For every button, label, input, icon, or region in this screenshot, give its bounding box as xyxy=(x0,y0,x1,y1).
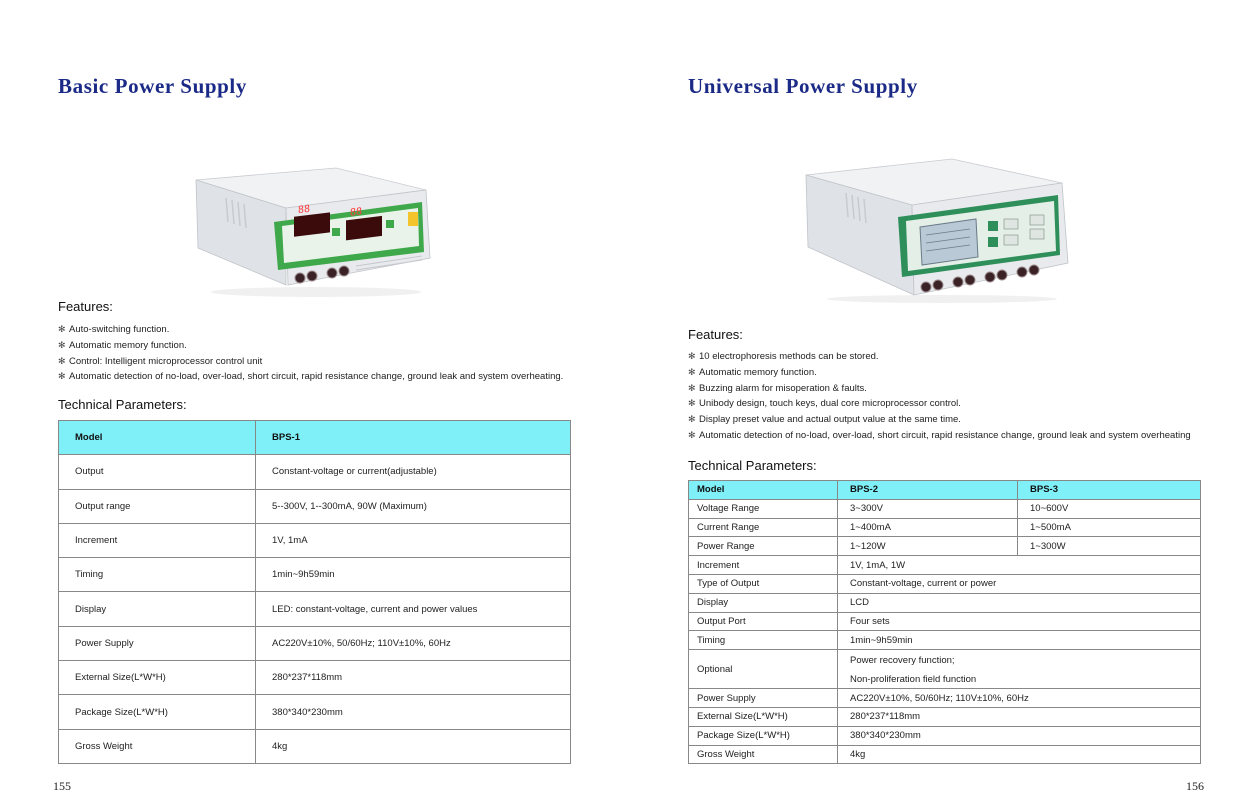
svg-text:88: 88 xyxy=(298,203,311,217)
asterisk-bullet-icon: ✻ xyxy=(688,382,696,393)
table-cell: Output Port xyxy=(689,612,838,631)
feature-item: ✻ 10 electrophoresis methods can be stored. xyxy=(688,349,1191,365)
table-cell: Power Supply xyxy=(59,626,256,660)
table-cell: Type of Output xyxy=(689,574,838,593)
table-cell: BPS-1 xyxy=(256,421,571,455)
table-row xyxy=(59,661,571,695)
table-row xyxy=(689,726,1201,745)
table-cell: 4kg xyxy=(838,745,1201,764)
table-row xyxy=(689,650,1201,689)
optional-line-2: Non-proliferation field function xyxy=(850,674,977,686)
basic-power-supply-image xyxy=(186,160,446,300)
table-cell: External Size(L*W*H) xyxy=(59,661,256,695)
table-cell: 380*340*230mm xyxy=(256,695,571,729)
table-row xyxy=(59,729,571,763)
table-cell: 4kg xyxy=(256,729,571,763)
table-cell: 1V, 1mA xyxy=(256,523,571,557)
table-row xyxy=(59,592,571,626)
table-cell: Package Size(L*W*H) xyxy=(59,695,256,729)
feature-item: ✻ Automatic memory function. xyxy=(688,365,1191,381)
table-cell: Constant-voltage, current or power xyxy=(838,574,1201,593)
table-cell: Four sets xyxy=(838,612,1201,631)
table-cell: External Size(L*W*H) xyxy=(689,707,838,726)
table-cell: 1~400mA xyxy=(838,518,1018,537)
asterisk-bullet-icon: ✻ xyxy=(58,355,66,366)
technical-parameters-table xyxy=(58,420,571,764)
table-row xyxy=(59,558,571,592)
feature-item: ✻ Automatic detection of no-load, over-load, short circuit, rapid resistance change, ground leak and system overheating. xyxy=(58,369,563,385)
table-cell: Display xyxy=(59,592,256,626)
table-cell: 1min~9h59min xyxy=(838,631,1201,650)
table-cell: Increment xyxy=(59,523,256,557)
table-cell: LED: constant-voltage, current and power values xyxy=(256,592,571,626)
table-cell: BPS-3 xyxy=(1018,481,1201,500)
svg-text:88: 88 xyxy=(350,206,363,219)
table-cell: LCD xyxy=(838,593,1201,612)
table-cell: 380*340*230mm xyxy=(838,726,1201,745)
page-number: 155 xyxy=(53,779,71,793)
page-title: Universal Power Supply xyxy=(688,74,918,98)
table-row xyxy=(689,556,1201,575)
page-title: Basic Power Supply xyxy=(58,74,247,98)
table-cell: Package Size(L*W*H) xyxy=(689,726,838,745)
table-cell: Voltage Range xyxy=(689,499,838,518)
table-cell: Increment xyxy=(689,556,838,575)
asterisk-bullet-icon: ✻ xyxy=(688,429,696,440)
asterisk-bullet-icon: ✻ xyxy=(688,414,696,425)
table-cell: Output xyxy=(59,455,256,489)
table-cell: Gross Weight xyxy=(59,729,256,763)
table-cell: Gross Weight xyxy=(689,745,838,764)
table-cell: 10~600V xyxy=(1018,499,1201,518)
table-cell: Output range xyxy=(59,489,256,523)
table-row xyxy=(689,593,1201,612)
table-cell: 3~300V xyxy=(838,499,1018,518)
table-cell: BPS-2 xyxy=(838,481,1018,500)
table-cell: Timing xyxy=(59,558,256,592)
table-row xyxy=(689,631,1201,650)
technical-parameters-heading: Technical Parameters: xyxy=(688,458,817,473)
table-cell: Power Range xyxy=(689,537,838,556)
table-row xyxy=(689,612,1201,631)
table-cell: AC220V±10%, 50/60Hz; 110V±10%, 60Hz xyxy=(256,626,571,660)
universal-power-supply-image xyxy=(802,155,1082,305)
table-cell: Power Supply xyxy=(689,689,838,708)
table-cell: 1min~9h59min xyxy=(256,558,571,592)
table-cell: Timing xyxy=(689,631,838,650)
technical-parameters-heading: Technical Parameters: xyxy=(58,397,187,412)
feature-item: ✻ Buzzing alarm for misoperation & faults. xyxy=(688,381,1191,397)
table-cell: 1~120W xyxy=(838,537,1018,556)
table-row xyxy=(689,537,1201,556)
table-cell: 5--300V, 1--300mA, 90W (Maximum) xyxy=(256,489,571,523)
features-heading: Features: xyxy=(58,299,113,314)
table-cell: Current Range xyxy=(689,518,838,537)
optional-line-1: Power recovery function; xyxy=(850,655,955,667)
table-row xyxy=(59,455,571,489)
feature-item: ✻ Automatic memory function. xyxy=(58,338,563,354)
asterisk-bullet-icon: ✻ xyxy=(58,324,66,334)
features-list xyxy=(58,322,563,385)
table-cell: 1~500mA xyxy=(1018,518,1201,537)
table-cell: 280*237*118mm xyxy=(838,707,1201,726)
table-row xyxy=(689,518,1201,537)
table-row xyxy=(689,499,1201,518)
asterisk-bullet-icon: ✻ xyxy=(688,351,696,361)
table-row xyxy=(59,489,571,523)
table-row xyxy=(689,707,1201,726)
features-list xyxy=(688,349,1191,444)
table-row xyxy=(59,626,571,660)
asterisk-bullet-icon: ✻ xyxy=(58,339,66,350)
table-row xyxy=(689,574,1201,593)
table-header-row xyxy=(59,421,571,455)
asterisk-bullet-icon: ✻ xyxy=(688,366,696,377)
table-row xyxy=(689,745,1201,764)
feature-item: ✻ Automatic detection of no-load, over-load, short circuit, rapid resistance change, ground leak and system overheating xyxy=(688,428,1191,444)
features-heading: Features: xyxy=(688,327,743,342)
table-cell: Optional xyxy=(689,650,838,689)
feature-item: ✻ Auto-switching function. xyxy=(58,322,563,338)
right-page xyxy=(629,0,1258,800)
technical-parameters-table xyxy=(688,480,1201,764)
feature-item: ✻ Unibody design, touch keys, dual core microprocessor control. xyxy=(688,396,1191,412)
table-cell: Model xyxy=(59,421,256,455)
table-cell: 280*237*118mm xyxy=(256,661,571,695)
table-cell: 1V, 1mA, 1W xyxy=(838,556,1201,575)
table-cell: 1~300W xyxy=(1018,537,1201,556)
table-cell: Constant-voltage or current(adjustable) xyxy=(256,455,571,489)
table-row xyxy=(689,689,1201,708)
asterisk-bullet-icon: ✻ xyxy=(58,371,66,382)
page-number: 156 xyxy=(1186,779,1204,793)
asterisk-bullet-icon: ✻ xyxy=(688,398,696,409)
table-cell: Model xyxy=(689,481,838,500)
feature-item: ✻ Display preset value and actual output value at the same time. xyxy=(688,412,1191,428)
table-cell: AC220V±10%, 50/60Hz; 110V±10%, 60Hz xyxy=(838,689,1201,708)
feature-item: ✻ Control: Intelligent microprocessor control unit xyxy=(58,354,563,370)
table-header-row xyxy=(689,481,1201,500)
table-cell: Display xyxy=(689,593,838,612)
table-row xyxy=(59,523,571,557)
table-row xyxy=(59,695,571,729)
table-cell xyxy=(838,650,1201,689)
